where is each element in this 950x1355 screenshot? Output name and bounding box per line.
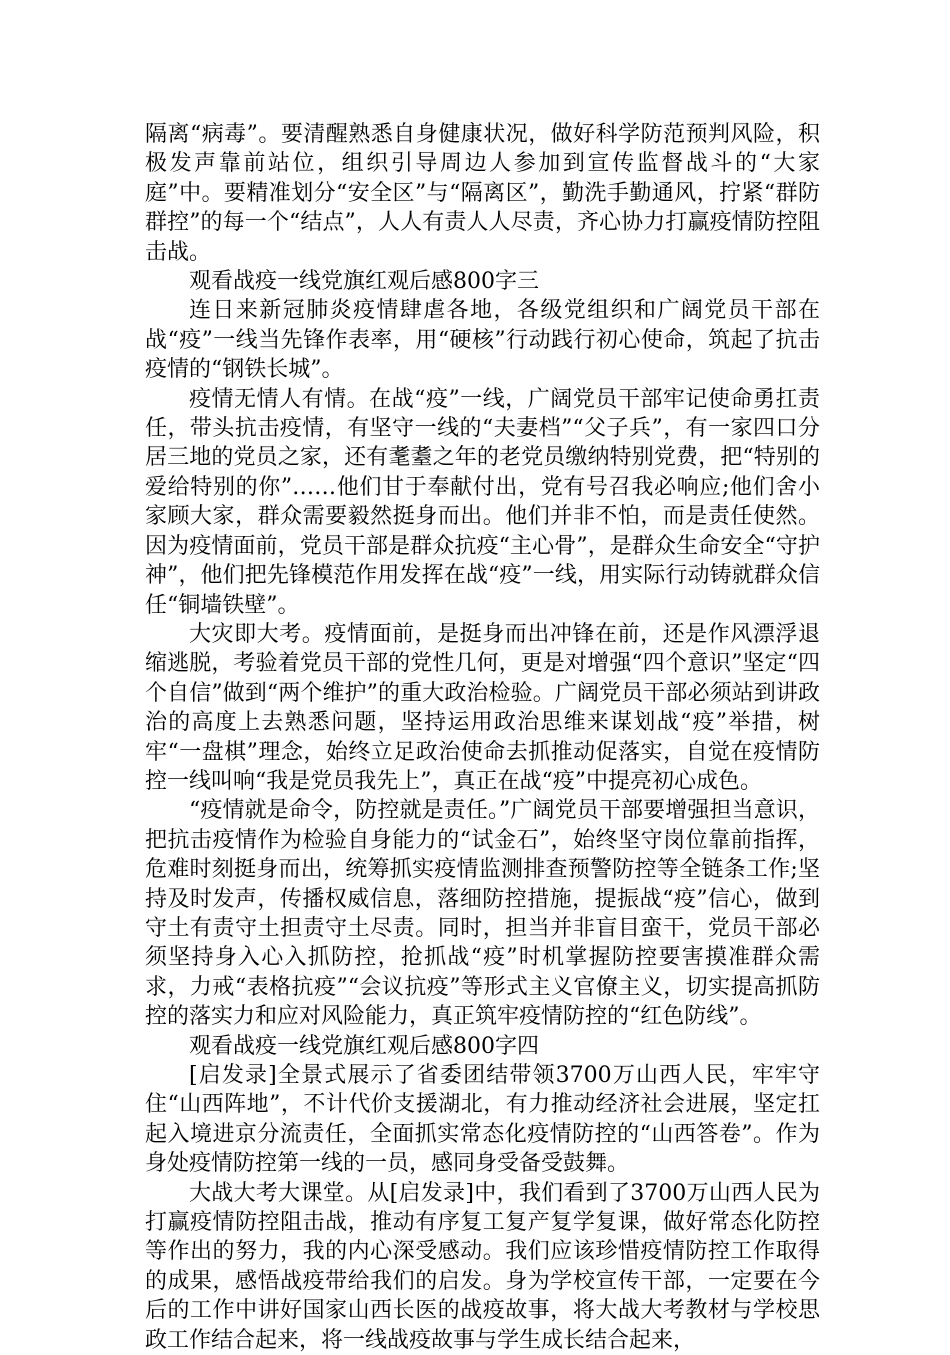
paragraph-body: “疫情就是命令，防控就是责任。”广阔党员干部要增强担当意识，把抗击疫情作为检验自身能力的“试金石”，始终坚守岗位靠前指挥，危难时刻挺身而出，统筹抓实疫情监测排查预警防控等全链条工作;坚持及时发声，传播权威信息，落细防控措施，提振战“疫”信心，做到守土有责守土担责守土尽责。同时，担当并非盲目蛮干，党员干部必须坚持身入心入抓防控，抢抓战“疫”时机掌握防控要害摸准群众需求，力戒“表格抗疫”“会议抗疫”等形式主义官僚主义，切实提高抓防控的落实力和应对风险能力，真正筑牢疫情防控的“红色防线”。: [145, 798, 820, 1030]
paragraph-body: 疫情无情人有情。在战“疫”一线，广阔党员干部牢记使命勇扛责任，带头抗击疫情，有坚守一线的“夫妻档”“父子兵”，有一家四口分居三地的党员之家，还有耄耋之年的老党员缴纳特别党费，把“特别的爱给特别的你”……他们甘于奉献付出，党有号召我必响应;他们舍小家顾大家，群众需要毅然挺身而出。他们并非不怕，而是责任使然。因为疫情面前，党员干部是群众抗疫“主心骨”，是群众生命安全“守护神”，他们把先锋模范作用发挥在战“疫”一线，用实际行动铸就群众信任“铜墙铁壁”。: [145, 386, 820, 618]
paragraph-continuation: 隔离“病毒”。要清醒熟悉自身健康状况，做好科学防范预判风险，积极发声靠前站位，组织引导周边人参加到宣传监督战斗的“大家庭”中。要精准划分“安全区”与“隔离区”，勤洗手勤通风，拧紧“群防群控”的每一个“结点”，人人有责人人尽责，齐心协力打赢疫情防控阻击战。: [145, 122, 820, 265]
paragraph-body: 连日来新冠肺炎疫情肆虐各地，各级党组织和广阔党员干部在战“疫”一线当先锋作表率，用“硬核”行动践行初心使命，筑起了抗击疫情的“钢铁长城”。: [145, 298, 820, 383]
section-heading-four: 观看战疫一线党旗红观后感800字四: [189, 1033, 539, 1059]
section-heading-three: 观看战疫一线党旗红观后感800字三: [189, 269, 539, 295]
paragraph-body: [启发录]全景式展示了省委团结带领3700万山西人民，牢牢守住“山西阵地”，不计代价支援湖北，有力推动经济社会进展，坚定扛起入境进京分流责任，全面抓实常态化疫情防控的“山西答卷”。作为身处疫情防控第一线的一员，感同身受备受鼓舞。: [145, 1063, 820, 1177]
document-page: [145, 120, 820, 1355]
paragraph-body: 大战大考大课堂。从[启发录]中，我们看到了3700万山西人民为打赢疫情防控阻击战，推动有序复工复产复学复课，做好常态化防控等作出的努力，我的内心深受感动。我们应该珍惜疫情防控工作取得的成果，感悟战疫带给我们的启发。身为学校宣传干部，一定要在今后的工作中讲好国家山西长医的战疫故事，将大战大考教材与学校思政工作结合起来，将一线战疫故事与学生成长结合起来，: [145, 1180, 820, 1353]
paragraph-body: 大灾即大考。疫情面前，是挺身而出冲锋在前，还是作风漂浮退缩逃脱，考验着党员干部的党性几何，更是对增强“四个意识”坚定“四个自信”做到“两个维护”的重大政治检验。广阔党员干部必须站到讲政治的高度上去熟悉问题，坚持运用政治思维来谋划战“疫”举措，树牢“一盘棋”理念，始终立足政治使命去抓推动促落实，自觉在疫情防控一线叫响“我是党员我先上”，真正在战“疫”中提亮初心成色。: [145, 621, 820, 794]
